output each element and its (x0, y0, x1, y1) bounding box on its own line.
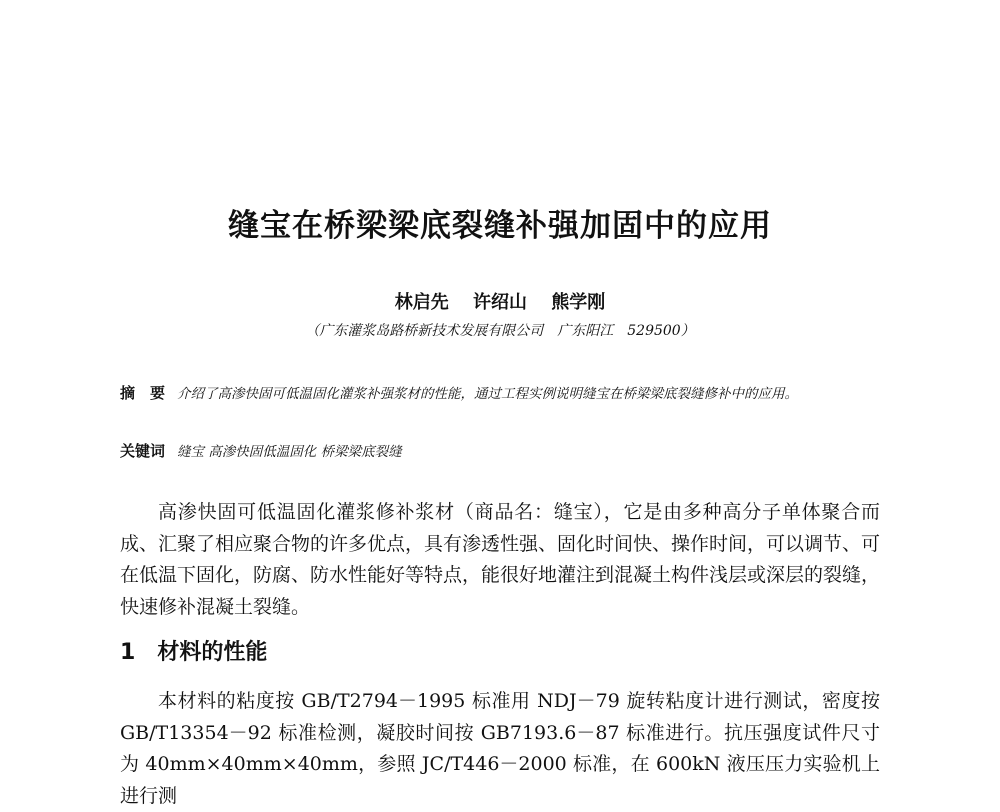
abstract (120, 380, 885, 408)
keywords (120, 440, 885, 461)
abstract-label: 摘 要 (120, 384, 166, 402)
affiliation: （广东灌浆岛路桥新技术发展有限公司 广东阳江 529500） (305, 323, 695, 339)
section-paragraph: 本材料的粘度按 GB/T2794－1995 标准用 NDJ－79 旋转粘度计进行测试，密度按 GB/T13354－92 标准检测，凝胶时间按 GB7193.6－87 标准进行。抗压强度试件尺寸为 40mm×40mm×40mm，参照 JC/T446－2000 标准，在 600kN 液压压力实验机上进行测 (120, 690, 880, 807)
abstract-text: 介绍了高渗快固可低温固化灌浆补强浆材的性能，通过工程实例说明缝宝在桥梁梁底裂缝修补中的应用。 (177, 386, 799, 402)
section-heading (120, 635, 267, 666)
keywords-label: 关键词 (120, 442, 166, 460)
section-title: 材料的性能 (157, 640, 268, 665)
intro-paragraph: 高渗快固可低温固化灌浆修补浆材（商品名：缝宝），它是由多种高分子单体聚合而成、汇聚了相应聚合物的许多优点，具有渗透性强、固化时间快、操作时间，可以调节、可在低温下固化，防腐、防水性能好等特点，能很好地灌注到混凝土构件浅层或深层的裂缝，快速修补混凝土裂缝。 (120, 501, 881, 618)
author-list: 林启先 许绍山 熊学刚 (394, 292, 606, 313)
paper-title: 缝宝在桥梁梁底裂缝补强加固中的应用 (228, 208, 772, 244)
section-number: 1 (120, 640, 136, 665)
keywords-text: 缝宝 高渗快固低温固化 桥梁梁底裂缝 (177, 444, 402, 460)
